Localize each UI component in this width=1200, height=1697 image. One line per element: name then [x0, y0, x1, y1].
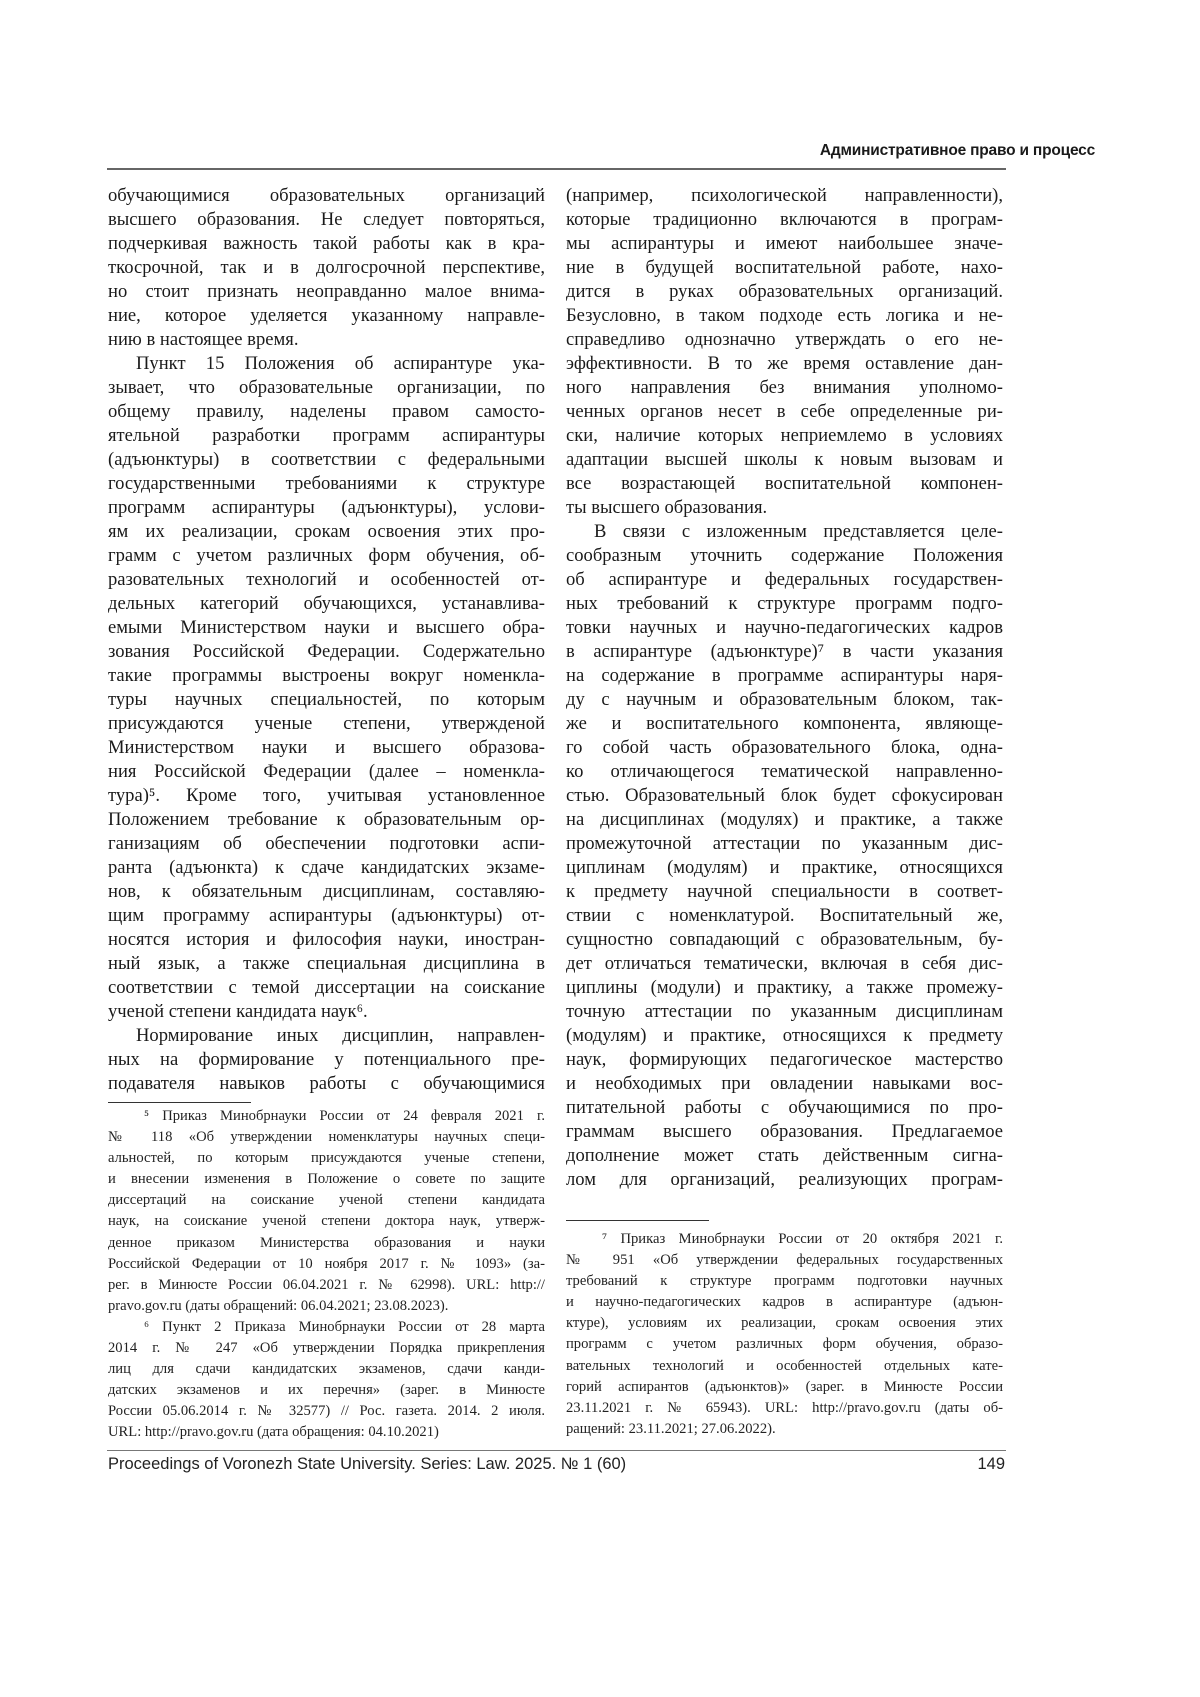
text-line: циплины (модули) и практику, а также промежу-	[566, 976, 1003, 1000]
text-line: зования Российской Федерации. Содержательно	[108, 640, 545, 664]
footnote-line: URL: http://pravo.gov.ru (дата обращения: 04.10.2021)	[108, 1422, 545, 1443]
footnote-line: горий аспирантов (адъюнктов)» (зарег. в Минюсте России	[566, 1377, 1003, 1398]
footnote-line: рег. в Минюсте России 06.04.2021 г. № 62998). URL: http://	[108, 1275, 545, 1296]
paragraph	[566, 184, 1003, 520]
footnote	[566, 1229, 1003, 1440]
footnote-line: вательных технологий и особенностей отдельных кате-	[566, 1356, 1003, 1377]
text-line: программ аспирантуры (адъюнктуры), услови-	[108, 496, 545, 520]
text-line: ски, наличие которых неприемлемо в условиях	[566, 424, 1003, 448]
text-line: ранта (адъюнкта) к сдаче кандидатских экзаме-	[108, 856, 545, 880]
text-line: дится в руках образовательных организаций.	[566, 280, 1003, 304]
footnote-line: ⁵ Приказ Минобрнауки России от 24 февраля 2021 г.	[108, 1106, 545, 1127]
text-line: сущностно совпадающий с образовательным, бу-	[566, 928, 1003, 952]
text-line: ный язык, а также специальная дисциплина в	[108, 952, 545, 976]
text-line: общему правилу, наделены правом самосто-	[108, 400, 545, 424]
text-line: нию в настоящее время.	[108, 328, 545, 352]
text-line: разовательных технологий и особенностей от-	[108, 568, 545, 592]
text-line: ганизациям об обеспечении подготовки аспи-	[108, 832, 545, 856]
footnote-line: диссертаций на соискание ученой степени кандидата	[108, 1190, 545, 1211]
footnote-separator	[566, 1220, 709, 1221]
text-line: ных требований к структуре программ подго-	[566, 592, 1003, 616]
footnote-line: 2014 г. № 247 «Об утверждении Порядка прикрепления	[108, 1338, 545, 1359]
text-line: дополнение может стать действенным сигна-	[566, 1144, 1003, 1168]
footnote	[108, 1317, 545, 1444]
text-line: точную аттестации по указанным дисциплинам	[566, 1000, 1003, 1024]
footnote-line: ⁶ Пункт 2 Приказа Минобрнауки России от 28 марта	[108, 1317, 545, 1338]
text-line: Министерством науки и высшего образова-	[108, 736, 545, 760]
footnote	[108, 1106, 545, 1317]
header-rule	[107, 168, 1006, 170]
running-head-section-title: Административное право и процесс	[820, 142, 1095, 160]
footnotes-right	[566, 1220, 1003, 1440]
text-line: лом для организаций, реализующих програм-	[566, 1168, 1003, 1192]
footnote-line: № 118 «Об утверждении номенклатуры научных специ-	[108, 1127, 545, 1148]
text-line: ду с научным и образовательным блоком, так-	[566, 688, 1003, 712]
footer-journal-citation: Proceedings of Voronezh State University. Series: Law. 2025. № 1 (60)	[108, 1455, 626, 1474]
text-line: дет отличаться тематически, включая в себя дис-	[566, 952, 1003, 976]
text-line: стью. Образовательный блок будет сфокусирован	[566, 784, 1003, 808]
text-line: ствии с номенклатурой. Воспитательный же,	[566, 904, 1003, 928]
footnote-separator	[108, 1102, 251, 1103]
text-line: Положением требование к образовательным ор-	[108, 808, 545, 832]
text-line: Безусловно, в таком подходе есть логика и не-	[566, 304, 1003, 328]
text-line: товки научных и научно-педагогических кадров	[566, 616, 1003, 640]
text-line: об аспирантуре и федеральных государствен-	[566, 568, 1003, 592]
footnote-line: Российской Федерации от 10 ноября 2017 г. № 1093» (за-	[108, 1254, 545, 1275]
text-line: ты высшего образования.	[566, 496, 1003, 520]
text-line: подавателя навыков работы с обучающимися	[108, 1072, 545, 1096]
text-line: но стоит признать неоправданно малое внима-	[108, 280, 545, 304]
text-line: соответствии с темой диссертации на соискание	[108, 976, 545, 1000]
text-line: сообразным уточнить содержание Положения	[566, 544, 1003, 568]
footnote-line: программ с учетом различных форм обучения, образо-	[566, 1334, 1003, 1355]
text-line: ятельной разработки программ аспирантуры	[108, 424, 545, 448]
footer-rule	[107, 1450, 1006, 1451]
text-line: ных на формирование у потенциального пре-	[108, 1048, 545, 1072]
text-line: го собой часть образовательного блока, одна-	[566, 736, 1003, 760]
footnote-line: № 951 «Об утверждении федеральных государственных	[566, 1250, 1003, 1271]
text-line: нов, к обязательным дисциплинам, составляю-	[108, 880, 545, 904]
text-line: носятся история и философия науки, иностран-	[108, 928, 545, 952]
text-line: же и воспитательного компонента, являюще-	[566, 712, 1003, 736]
text-line: ние в будущей воспитательной работе, нахо-	[566, 256, 1003, 280]
footnote-line: России 05.06.2014 г. № 32577) // Рос. газета. 2014. 2 июля.	[108, 1401, 545, 1422]
text-line: Нормирование иных дисциплин, направлен-	[108, 1024, 545, 1048]
text-line: ям их реализации, срокам освоения этих про-	[108, 520, 545, 544]
text-line: обучающимися образовательных организаций	[108, 184, 545, 208]
footnote-line: и внесении изменения в Положение о совете по защите	[108, 1169, 545, 1190]
text-line: (адъюнктуры) в соответствии с федеральными	[108, 448, 545, 472]
text-line: в аспирантуре (адъюнктуре)⁷ в части указания	[566, 640, 1003, 664]
paragraph	[108, 184, 545, 352]
text-line: эффективности. В то же время оставление дан-	[566, 352, 1003, 376]
footnote-line: ращений: 23.11.2021; 27.06.2022).	[566, 1419, 1003, 1440]
text-line: дельных категорий обучающихся, устанавлива-	[108, 592, 545, 616]
paragraph	[566, 520, 1003, 1192]
text-line: ченных органов несет в себе определенные ри-	[566, 400, 1003, 424]
text-line: высшего образования. Не следует повторяться,	[108, 208, 545, 232]
footnotes-left	[108, 1102, 545, 1444]
page-number: 149	[977, 1455, 1005, 1474]
text-line: Пункт 15 Положения об аспирантуре ука-	[108, 352, 545, 376]
footnote-line: 23.11.2021 г. № 65943). URL: http://pravo.gov.ru (даты об-	[566, 1398, 1003, 1419]
text-line: (модулям) и практике, относящихся к предмету	[566, 1024, 1003, 1048]
paragraph	[108, 352, 545, 1024]
text-line: присуждаются ученые степени, утвержденой	[108, 712, 545, 736]
text-line: (например, психологической направленности),	[566, 184, 1003, 208]
text-line: питательной работы с обучающимися по про-	[566, 1096, 1003, 1120]
text-line: ко отличающегося тематической направленно-	[566, 760, 1003, 784]
text-line: ния Российской Федерации (далее – номенкла-	[108, 760, 545, 784]
footnote-line: денное приказом Министерства образования и науки	[108, 1233, 545, 1254]
text-line: государственными требованиями к структуре	[108, 472, 545, 496]
text-line: грамм с учетом различных форм обучения, об-	[108, 544, 545, 568]
text-line: справедливо однозначно утверждать о его не-	[566, 328, 1003, 352]
body-column-right	[566, 184, 1003, 1192]
text-line: циплинам (модулям) и практике, относящихся	[566, 856, 1003, 880]
text-line: подчеркивая важность такой работы как в кра-	[108, 232, 545, 256]
footnote-line: ⁷ Приказ Минобрнауки России от 20 октября 2021 г.	[566, 1229, 1003, 1250]
footnote-line: и научно-педагогических кадров в аспирантуре (адъюн-	[566, 1292, 1003, 1313]
paragraph	[108, 1024, 545, 1096]
text-line: емыми Министерством науки и высшего обра-	[108, 616, 545, 640]
body-column-left	[108, 184, 545, 1096]
text-line: туры научных специальностей, по которым	[108, 688, 545, 712]
text-line: промежуточной аттестации по указанным дис-	[566, 832, 1003, 856]
footnote-line: pravo.gov.ru (даты обращений: 06.04.2021; 23.08.2023).	[108, 1296, 545, 1317]
text-line: на дисциплинах (модулях) и практике, а также	[566, 808, 1003, 832]
text-line: щим программу аспирантуры (адъюнктуры) от-	[108, 904, 545, 928]
text-line: ние, которое уделяется указанному направле-	[108, 304, 545, 328]
footnote-line: альностей, по которым присуждаются ученые степени,	[108, 1148, 545, 1169]
text-line: граммам высшего образования. Предлагаемое	[566, 1120, 1003, 1144]
text-line: мы аспирантуры и имеют наибольшее значе-	[566, 232, 1003, 256]
text-line: В связи с изложенным представляется целе-	[566, 520, 1003, 544]
text-line: на содержание в программе аспирантуры наря-	[566, 664, 1003, 688]
text-line: ткосрочной, так и в долгосрочной перспективе,	[108, 256, 545, 280]
text-line: наук, формирующих педагогическое мастерство	[566, 1048, 1003, 1072]
footnote-line: ктуре), условиям их реализации, срокам освоения этих	[566, 1313, 1003, 1334]
text-line: ученой степени кандидата наук⁶.	[108, 1000, 545, 1024]
text-line: и необходимых при овладении навыками вос-	[566, 1072, 1003, 1096]
text-line: тура)⁵. Кроме того, учитывая установленное	[108, 784, 545, 808]
text-line: ного направления без внимания уполномо-	[566, 376, 1003, 400]
footnote-line: датских экзаменов и их перечня» (зарег. в Минюсте	[108, 1380, 545, 1401]
text-line: к предмету научной специальности в соответ-	[566, 880, 1003, 904]
text-line: зывает, что образовательные организации, по	[108, 376, 545, 400]
footnote-line: требований к структуре программ подготовки научных	[566, 1271, 1003, 1292]
text-line: такие программы выстроены вокруг номенкла-	[108, 664, 545, 688]
text-line: адаптации высшей школы к новым вызовам и	[566, 448, 1003, 472]
text-line: все возрастающей воспитательной компонен-	[566, 472, 1003, 496]
footnote-line: лиц для сдачи кандидатских экзаменов, сдачи канди-	[108, 1359, 545, 1380]
footnote-line: наук, на соискание ученой степени доктора наук, утверж-	[108, 1211, 545, 1232]
text-line: которые традиционно включаются в програм-	[566, 208, 1003, 232]
